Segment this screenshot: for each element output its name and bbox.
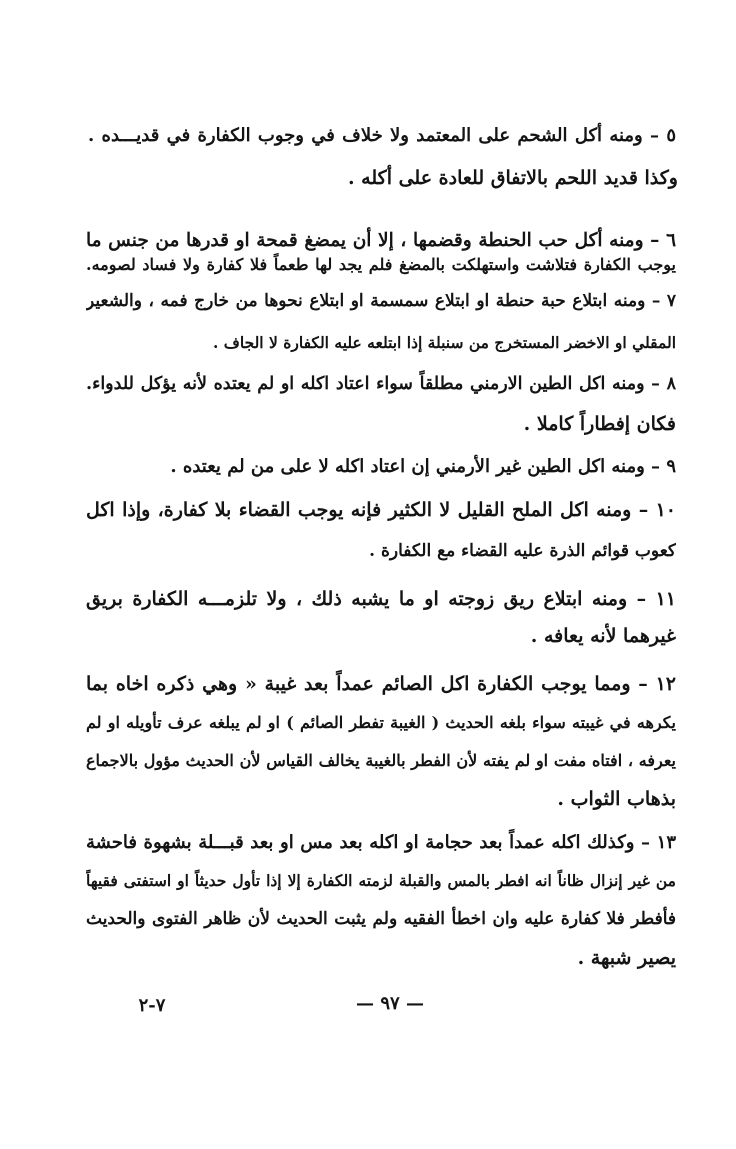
text-line: ٨ – ومنه اكل الطين الارمني مطلقاً سواء اعتاد اكله او لم يعتده لأنه يؤكل للدواء. (86, 374, 676, 394)
text-line: يعرفه ، افتاه مفت او لم يفته لأن الفطر بالغيبة يخالف القياس لأن الحديث مؤول بالاجماع (86, 751, 676, 770)
text-line: ٥ – ومنه أكل الشحم على المعتمد ولا خلاف في وجوب الكفارة في قديـــده . (88, 125, 676, 146)
text-line: ٩ – ومنه اكل الطين غير الأرمني إن اعتاد اكله لا على من لم يعتده . (170, 456, 676, 477)
text-line: يوجب الكفارة فتلاشت واستهلكت بالمضغ فلم يجد لها طعماً فلا كفارة ولا فساد لصومه. (86, 255, 676, 274)
text-line: ٦ – ومنه أكل حب الحنطة وقضمها ، إلا أن يمضغ قمحة او قدرها من جنس ما (86, 230, 676, 251)
text-line: بذهاب الثواب . (557, 788, 676, 810)
text-line: ١٣ – وكذلك اكله عمداً بعد حجامة او اكله بعد مس او بعد قبـــلة بشهوة فاحشة (86, 832, 676, 853)
page-number: — ٩٧ — (356, 993, 424, 1014)
text-line: ٧ – ومنه ابتلاع حبة حنطة او ابتلاع سمسمة او ابتلاع نحوها من خارج فمه ، والشعير (86, 291, 676, 311)
text-line: غيرهما لأنه يعافه . (530, 625, 676, 647)
signature-mark: ٧-٢ (138, 995, 166, 1016)
text-line: المقلي او الاخضر المستخرج من سنبلة إذا ابتلعه عليه الكفارة لا الجاف . (212, 333, 676, 352)
text-line: من غير إنزال ظاناً انه افطر بالمس والقبلة لزمته الكفارة إلا إذا تأول حديثاً او استفتى فقيهاً (86, 871, 676, 890)
text-line: وكذا قديد اللحم بالاتفاق للعادة على أكله . (347, 167, 678, 189)
text-line: فأفطر فلا كفارة عليه وان اخطأ الفقيه ولم يثبت الحديث لأن ظاهر الفتوى والحديث (86, 909, 676, 929)
text-line: ١٠ – ومنه اكل الملح القليل لا الكثير فإنه يوجب القضاء بلا كفارة، وإذا اكل (86, 499, 676, 521)
text-line: يصير شبهة . (577, 947, 676, 969)
text-line: ١١ – ومنه ابتلاع ريق زوجته او ما يشبه ذلك ، ولا تلزمـــه الكفارة بريق (86, 588, 676, 610)
text-line: يكرهه في غيبته سواء بلغه الحديث ( الغيبة تفطر الصائم ) او لم يبلغه عرف تأويله او لم (86, 713, 676, 732)
text-line: فكان إفطاراً كاملا . (523, 413, 676, 435)
text-line: كعوب قوائم الذرة عليه القضاء مع الكفارة . (369, 541, 676, 561)
text-line: ١٢ – ومما يوجب الكفارة اكل الصائم عمداً بعد غيبة « وهي ذكره اخاه بما (86, 673, 676, 695)
